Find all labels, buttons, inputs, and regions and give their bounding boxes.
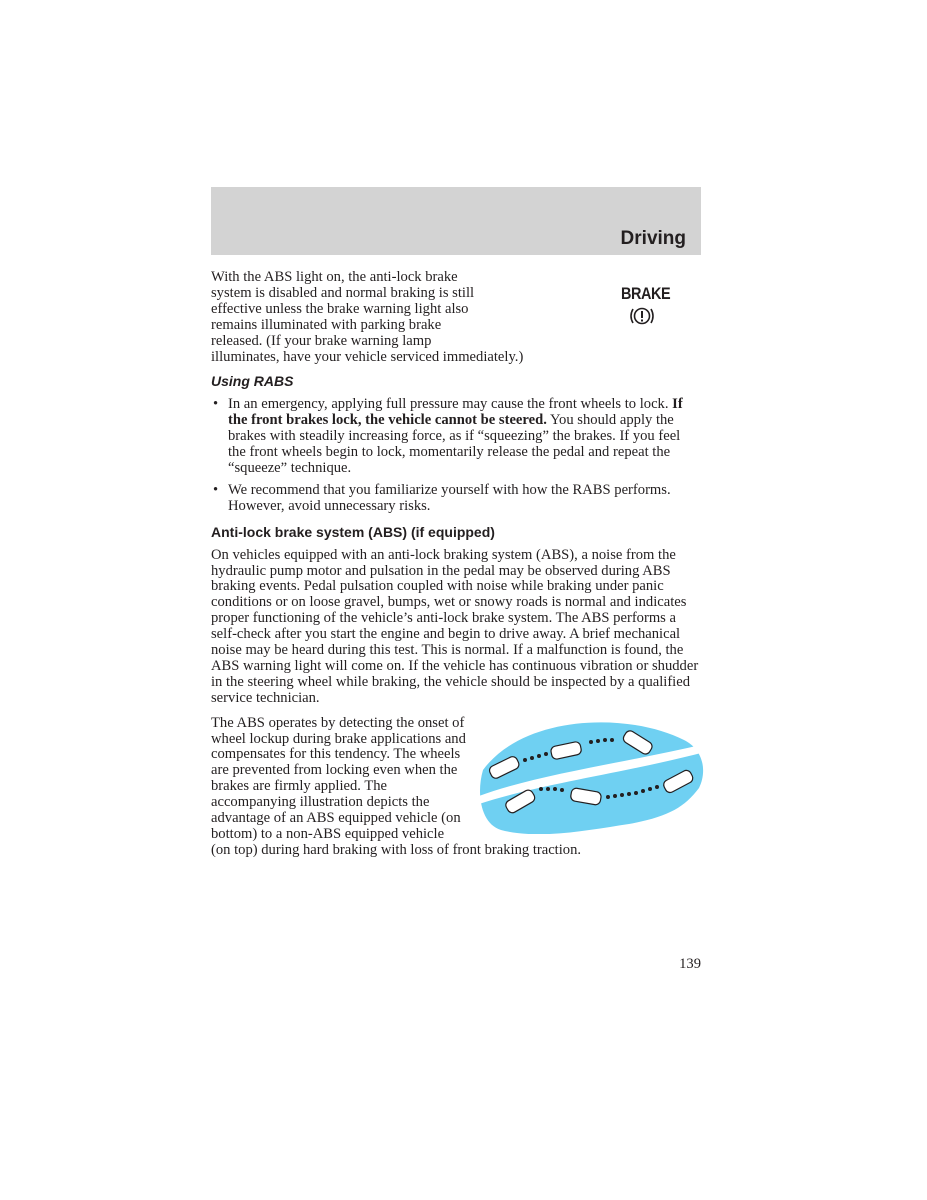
abs-braking-illustration [479,722,705,834]
rabs-heading: Using RABS [211,373,294,390]
list-item: • In an emergency, applying full pressure may cause the front wheels to lock. If the front brakes lock, the vehicle cannot be steered. You should apply the brakes with steadily increasing force, as if “squeezing” the brakes. If you feel the front wheels begin to lock, momentarily release the pedal and repeat the “squeeze” technique. [211,397,701,477]
abs-heading: Anti-lock brake system (ABS) (if equipped) [211,523,495,540]
abs-paragraph-2: The ABS operates by detecting the onset of wheel lockup during brake applications and compensates for this tendency. The wheels are prevented from locking even when the brakes are firmly applied. The accompanying illustration depicts the advantage of an ABS equipped vehicle (on bottom) to a non-ABS equipped vehicle (on top) during hard braking with loss of front braking traction. [211,714,582,858]
page-content [211,270,701,868]
intro-paragraph: With the ABS light on, the anti-lock brake system is disabled and normal braking is still effective unless the brake warning light also remains illuminated with parking brake released. (If your brake warning lamp illuminates, have your vehicle serviced immediately.) [211,269,524,365]
section-header-band [211,187,701,255]
rabs-bullet-list [211,397,701,514]
section-title: Driving [620,228,686,249]
brake-warning-light-icon [491,270,701,342]
brake-warning-symbol-icon [627,306,657,326]
list-item: • We recommend that you familiarize yourself with how the RABS performs. However, avoid unnecessary risks. [211,483,701,515]
brake-label: BRAKE [621,284,671,303]
abs-paragraph-1: On vehicles equipped with an anti-lock braking system (ABS), a noise from the hydraulic pump motor and pulsation in the pedal may be observed during ABS braking events. Pedal pulsation coupled with noise while braking under panic conditions or on loose gravel, bumps, wet or snowy roads is normal and indicates proper functioning of the vehicle’s anti-lock brake system. The ABS performs a self-check after you start the engine and begin to drive away. A brief mechanical noise may be heard during this test. This is normal. If a malfunction is found, the ABS warning light will come on. If the vehicle has continuous vibration or shudder in the steering wheel while braking, the vehicle should be inspected by a qualified service technician. [211,546,699,706]
bold-warning: If the front brakes lock, the vehicle cannot be steered. [228,396,683,429]
page-number: 139 [679,956,701,972]
